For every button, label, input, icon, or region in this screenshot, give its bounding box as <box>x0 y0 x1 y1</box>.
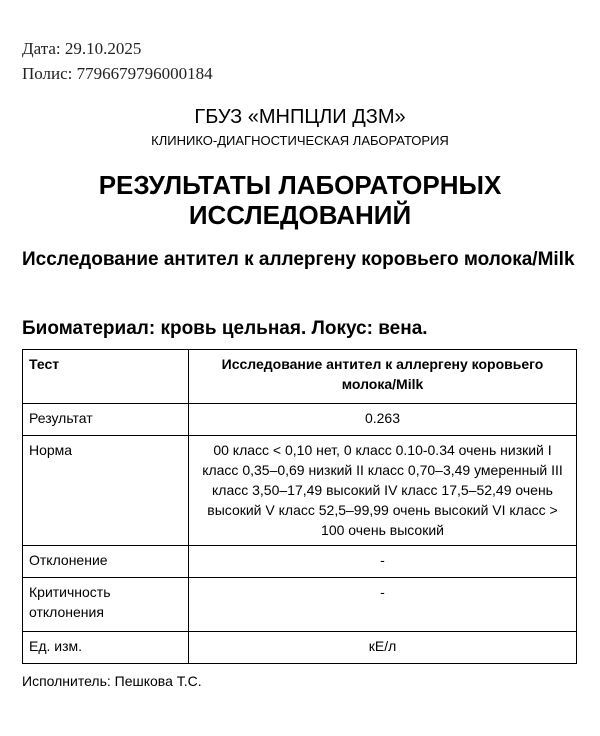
document-title-line2: ИССЛЕДОВАНИЙ <box>188 200 412 230</box>
document-meta <box>22 36 213 86</box>
table-row <box>23 578 577 632</box>
table-header-row <box>23 350 577 404</box>
deviation-label: Отклонение <box>23 546 189 578</box>
biomaterial-line: Биоматериал: кровь цельная. Локус: вена. <box>22 318 428 339</box>
policy-line: Полис: 7796679796000184 <box>22 64 213 83</box>
results-table <box>22 349 577 664</box>
date-line: Дата: 29.10.2025 <box>22 39 142 58</box>
result-value: 0.263 <box>189 404 577 436</box>
table-row <box>23 404 577 436</box>
unit-value: кЕ/л <box>189 632 577 664</box>
norm-label: Норма <box>23 436 189 546</box>
deviation-value: - <box>189 546 577 578</box>
table-row <box>23 546 577 578</box>
table-row <box>23 632 577 664</box>
document-title <box>0 170 600 230</box>
organization-name: ГБУЗ «МНПЦЛИ ДЗМ» <box>194 106 406 128</box>
result-label: Результат <box>23 404 189 436</box>
document-title-line1: РЕЗУЛЬТАТЫ ЛАБОРАТОРНЫХ <box>98 170 502 200</box>
study-title: Исследование антител к аллергену коровьего молока/Milk <box>22 249 575 270</box>
criticality-value: - <box>189 578 577 632</box>
table-row <box>23 436 577 546</box>
performer-line: Исполнитель: Пешкова Т.С. <box>22 673 202 689</box>
criticality-label: Критичность отклонения <box>23 578 189 632</box>
header-test-name: Исследование антител к аллергену коровьего молока/Milk <box>189 350 577 404</box>
header-test-label: Тест <box>23 350 189 404</box>
organization-subtitle: КЛИНИКО-ДИАГНОСТИЧЕСКАЯ ЛАБОРАТОРИЯ <box>151 133 449 148</box>
unit-label: Ед. изм. <box>23 632 189 664</box>
norm-value: 00 класс < 0,10 нет, 0 класс 0.10-0.34 очень низкий I класс 0,35–0,69 низкий II класс 0,70–3,49 умеренный III класс 3,50–17,49 высокий IV класс 17,5–52,49 очень высокий V класс 52,5–99,99 очень высокий VI класс > 100 очень высокий <box>189 436 577 546</box>
